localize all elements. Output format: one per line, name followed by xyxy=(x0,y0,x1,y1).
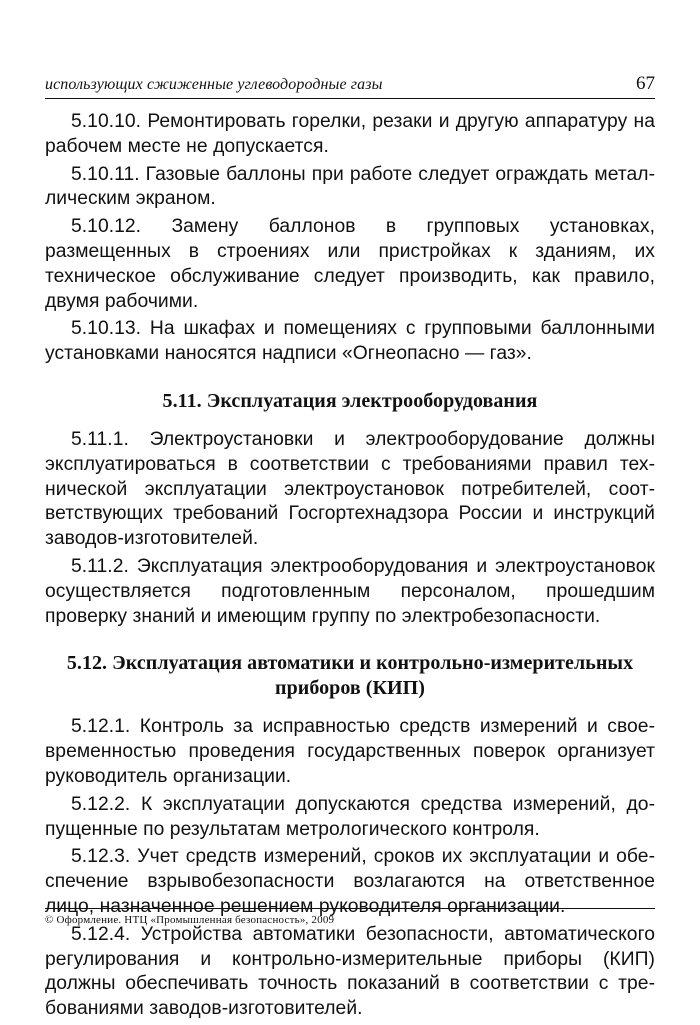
paragraph-5-10-13: 5.10.13. На шкафах и помещениях с групповыми баллонными установками наносятся надписи «Огнеопасно — газ». xyxy=(45,318,655,365)
running-header-title: использующих сжиженные углеводородные газы xyxy=(45,76,383,93)
paragraph-5-12-1: 5.12.1. Контроль за исправностью средств измерений и своевременностью проведения государственных поверок организует руководитель организации. xyxy=(45,716,655,787)
paragraph-5-12-3: 5.12.3. Учет средств измерений, сроков их эксплуатации и обеспечение взрывобезопасности возлагаются на ответственное лицо, назначенное решением руководителя организации. xyxy=(45,846,655,917)
section-heading-5-11: 5.11. Эксплуатация электрооборудования xyxy=(162,389,538,412)
book-page xyxy=(45,0,655,1020)
paragraph-5-10-11: 5.10.11. Газовые баллоны при работе следует ограждать металлическим экраном. xyxy=(45,163,655,210)
page-number: 67 xyxy=(636,73,655,94)
page-footer xyxy=(45,908,655,926)
paragraph-5-11-1: 5.11.1. Электроустановки и электрооборудование должны эксплуатироваться в соответствии с требованиями правил технической эксплуатации электроустановок потребителей, соответствующих требований Госгортехнадзора России и инструкций заводов-изготовителей. xyxy=(45,428,655,550)
paragraph-5-10-10: 5.10.10. Ремонтировать горелки, резаки и другую аппаратуру на рабочем месте не допускается. xyxy=(45,111,655,157)
paragraph-5-12-2: 5.12.2. К эксплуатации допускаются средства измерений, допущенные по результатам метрологического контроля. xyxy=(45,793,655,840)
section-heading-5-12: 5.12. Эксплуатация автоматики и контрольно-измерительных приборов (КИП) xyxy=(66,652,634,700)
paragraph-5-10-12: 5.10.12. Замену баллонов в групповых установках, размещенных в строениях или пристройках к зданиям, их техническое обслуживание следует производить, как правило, двумя рабочими. xyxy=(45,216,655,312)
running-header xyxy=(45,72,655,99)
paragraph-5-11-2: 5.11.2. Эксплуатация электрооборудования и электроустановок осуществляется подготовленным персоналом, прошедшим проверку знаний и имеющим группу по электробезопасности. xyxy=(45,555,655,627)
page-body xyxy=(45,110,655,1025)
copyright-notice: © Оформление. НТЦ «Промышленная безопасность», 2009 xyxy=(45,914,335,926)
paragraph-5-12-4: 5.12.4. Устройства автоматики безопасности, автоматического регулирования и контрольно-измерительные приборы (КИП) должны обеспечивать точность показаний в соответствии с требованиями заводов-изготовителей. xyxy=(45,923,655,1020)
